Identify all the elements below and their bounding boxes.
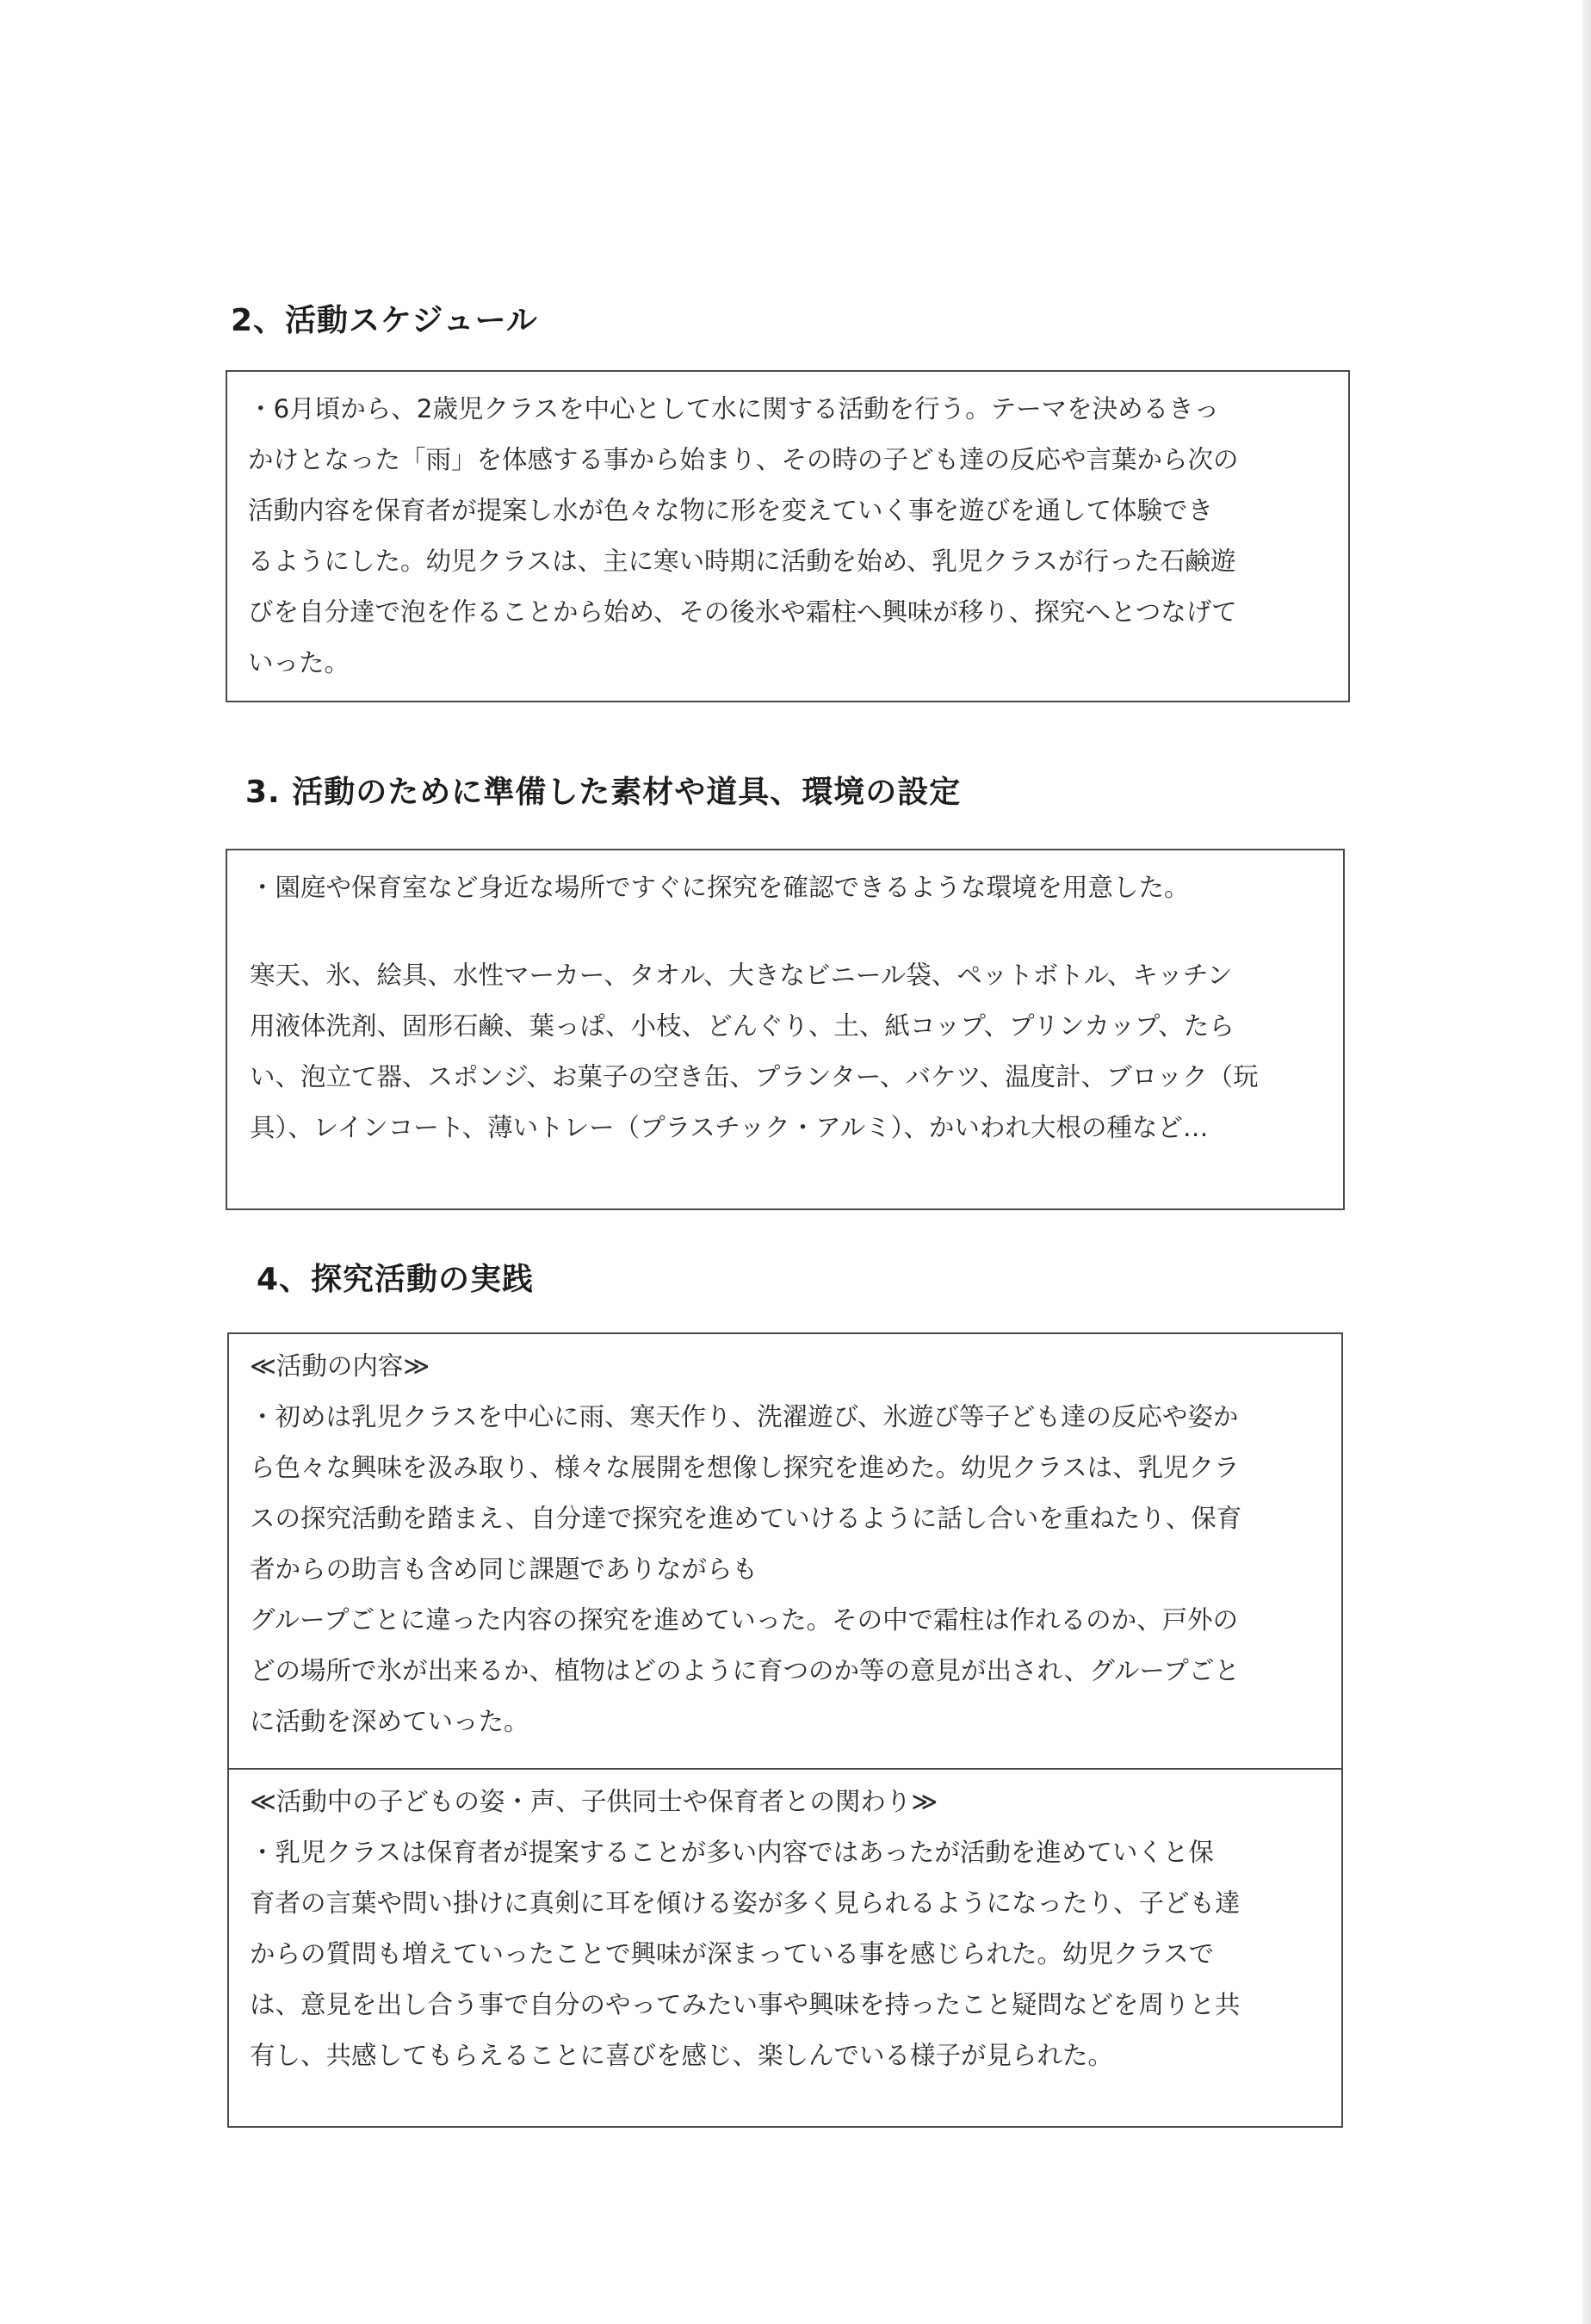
schedule-line: びを自分達で泡を作ることから始め、その後氷や霜柱へ興味が移り、探究へとつなげて	[248, 597, 1237, 627]
materials-line: 寒天、氷、絵具、水性マーカー、タオル、大きなビニール袋、ペットボトル、キッチン	[250, 961, 1233, 990]
interaction-box	[227, 1768, 1343, 2128]
schedule-line: ・6月頃から、2歳児クラスを中心として水に関する活動を行う。テーマを決めるきっ	[248, 394, 1220, 423]
interaction-line: からの質問も増えていったことで興味が深まっている事を感じられた。幼児クラスで	[250, 1939, 1215, 1969]
interaction-text	[250, 1777, 1241, 2081]
activity-content-title: ≪活動の内容≫	[250, 1351, 430, 1381]
activity-content-line: ・初めは乳児クラスを中心に雨、寒天作り、洗濯遊び、氷遊び等子ども達の反応や姿か	[250, 1402, 1239, 1431]
activity-content-line: に活動を深めていった。	[250, 1707, 529, 1736]
section-2-heading: 2、活動スケジュール	[231, 303, 538, 338]
materials-box	[226, 849, 1345, 1210]
activity-content-line: どの場所で氷が出来るか、植物はどのように育つのか等の意見が出され、グループごと	[250, 1656, 1240, 1685]
materials-line: い、泡立て器、スポンジ、お菓子の空き缶、プランター、バケツ、温度計、ブロック（玩	[250, 1062, 1259, 1091]
schedule-line: かけとなった「雨」を体感する事から始まり、その時の子ども達の反応や言葉から次の	[248, 445, 1239, 474]
schedule-line: るようにした。幼児クラスは、主に寒い時期に活動を始め、乳児クラスが行った石鹸遊	[248, 547, 1236, 576]
section-4-heading: 4、探究活動の実践	[257, 1262, 535, 1297]
environment-intro-line: ・園庭や保育室など身近な場所ですぐに探究を確認できるような環境を用意した。	[250, 873, 1190, 902]
schedule-line: 活動内容を保育者が提案し水が色々な物に形を変えていく事を遊びを通して体験でき	[248, 496, 1214, 525]
materials-line: 具）、レインコート、薄いトレー（プラスチック・アルミ）、かいわれ大根の種など…	[250, 1113, 1209, 1142]
schedule-line: いった。	[248, 648, 350, 677]
materials-list	[250, 950, 1259, 1153]
interaction-line: は、意見を出し合う事で自分のやってみたい事や興味を持ったこと疑問などを周りと共	[250, 1990, 1241, 2019]
activity-content-line: 者からの助言も含め同じ課題でありながらも	[250, 1554, 758, 1584]
interaction-line: 育者の言葉や問い掛けに真剣に耳を傾ける姿が多く見られるようになったり、子ども達	[250, 1888, 1241, 1918]
activity-content-line: ら色々な興味を汲み取り、様々な展開を想像し探究を進めた。幼児クラスは、乳児クラ	[250, 1453, 1240, 1482]
section-3-heading: 3. 活動のために準備した素材や道具、環境の設定	[245, 775, 962, 810]
interaction-line: 有し、共感してもらえることに喜びを感じ、楽しんでいる様子が見られた。	[250, 2041, 1114, 2070]
activity-content-text	[250, 1341, 1241, 1747]
page-edge	[1582, 0, 1591, 2324]
interaction-line: ・乳児クラスは保育者が提案することが多い内容ではあったが活動を進めていくと保	[250, 1838, 1214, 1867]
interaction-title: ≪活動中の子どもの姿・声、子供同士や保育者との関わり≫	[250, 1787, 938, 1816]
materials-line: 用液体洗剤、固形石鹸、葉っぱ、小枝、どんぐり、土、紙コップ、プリンカップ、たら	[250, 1011, 1235, 1041]
schedule-text	[248, 384, 1239, 689]
activity-content-line: スの探究活動を踏まえ、自分達で探究を進めていけるように話し合いを重ねたり、保育	[250, 1504, 1242, 1533]
schedule-box	[226, 370, 1350, 702]
activity-content-box	[227, 1332, 1343, 1770]
activity-content-line: グループごとに違った内容の探究を進めていった。その中で霜柱は作れるのか、戸外の	[250, 1605, 1239, 1635]
environment-intro	[250, 862, 1190, 913]
